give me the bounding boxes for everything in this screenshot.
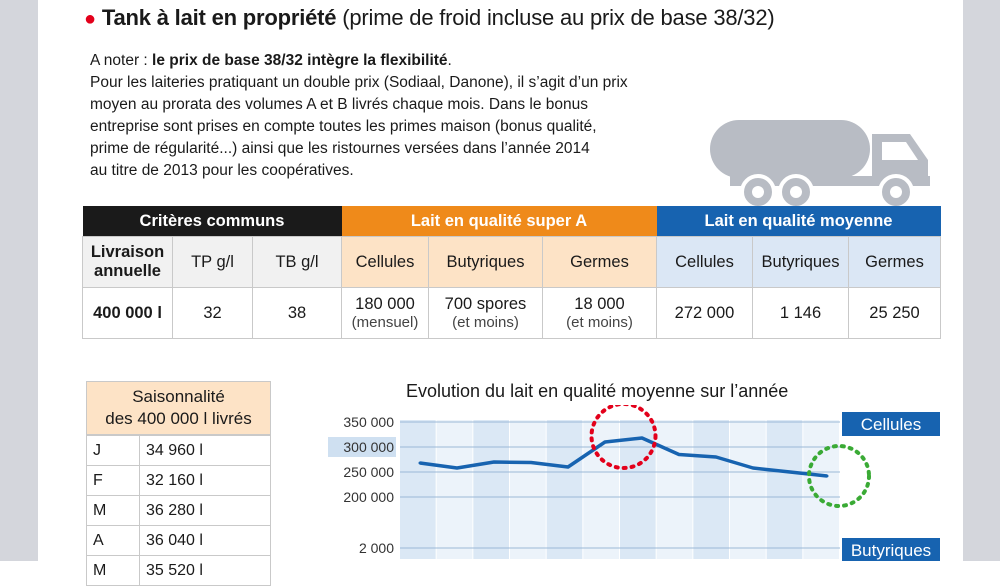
sub-header: TP g/l — [173, 237, 253, 288]
y-tick-label: 350 000 — [343, 414, 394, 430]
value-cell: 400 000 l — [83, 288, 173, 339]
cellules-line-chart — [320, 405, 940, 561]
chart-month-column — [547, 420, 583, 559]
y-tick-label: 200 000 — [343, 489, 394, 505]
data-point — [419, 462, 422, 465]
value-cell: 25 250 — [849, 288, 941, 339]
left-margin-band — [0, 0, 38, 561]
month-cell: F — [87, 466, 140, 496]
chart-month-column — [767, 420, 803, 559]
sub-header: TB g/l — [253, 237, 342, 288]
chart-month-column — [510, 420, 546, 559]
month-cell: M — [87, 496, 140, 526]
title-bold: Tank à lait en propriété — [101, 5, 337, 30]
note-block — [90, 50, 690, 182]
value-cell: 1 146 — [753, 288, 849, 339]
chart-title: Evolution du lait en qualité moyenne sur l’année — [406, 381, 789, 401]
sub-header: Cellules — [342, 237, 429, 288]
data-point — [493, 461, 496, 464]
table-row — [87, 556, 271, 586]
value-cell: 272 000 — [657, 288, 753, 339]
seasonality-header — [86, 381, 271, 435]
sub-header: Germes — [849, 237, 941, 288]
y-tick-label: 300 000 — [343, 439, 394, 455]
month-cell: J — [87, 436, 140, 466]
chart-month-column — [803, 420, 839, 559]
note-bold: le prix de base 38/32 intègre la flexibilité — [152, 52, 448, 69]
volume-cell: 32 160 l — [140, 466, 271, 496]
chart-month-column — [400, 420, 436, 559]
y-tick-label-lower: 2 000 — [358, 540, 394, 556]
group-header-moyenne: Lait en qualité moyenne — [657, 206, 941, 237]
note-first-line — [90, 50, 690, 72]
value-cell: 32 — [173, 288, 253, 339]
month-cell: A — [87, 526, 140, 556]
table-row — [87, 496, 271, 526]
table-row — [87, 466, 271, 496]
value-cell: 38 — [253, 288, 342, 339]
chart-month-column — [693, 420, 729, 559]
y-tick-label: 250 000 — [343, 464, 394, 480]
group-header-super-a: Lait en qualité super A — [342, 206, 657, 237]
volume-cell: 36 040 l — [140, 526, 271, 556]
sub-header: Cellules — [657, 237, 753, 288]
seasonality-title-1: Saisonnalité — [132, 387, 225, 406]
month-cell: M — [87, 556, 140, 586]
volume-cell: 36 280 l — [140, 496, 271, 526]
note-line: entreprise sont prises en compte toutes les primes maison (bonus qualité, — [90, 118, 597, 135]
data-point — [715, 456, 718, 459]
value-sub: (et moins) — [452, 314, 519, 331]
data-point — [789, 471, 792, 474]
volume-cell: 35 520 l — [140, 556, 271, 586]
chart-month-column — [730, 420, 766, 559]
sub-header: Germes — [543, 237, 657, 288]
note-line: au titre de 2013 pour les coopératives. — [90, 162, 354, 179]
title-rest: (prime de froid incluse au prix de base 38/32) — [342, 5, 775, 30]
value-cell — [342, 288, 429, 339]
note-suffix: . — [447, 52, 452, 69]
bullet-icon: ● — [84, 8, 96, 30]
seasonality-title-2: des 400 000 l livrés — [105, 409, 252, 428]
data-point — [826, 475, 829, 478]
note-line: Pour les laiteries pratiquant un double prix (Sodiaal, Danone), il s’agit d’un prix — [90, 74, 628, 91]
table-row — [87, 436, 271, 466]
table-row — [87, 526, 271, 556]
chart-month-column — [657, 420, 693, 559]
data-point — [641, 437, 644, 440]
data-point — [530, 461, 533, 464]
right-margin-band — [963, 0, 1000, 561]
chart-month-column — [437, 420, 473, 559]
section-title — [84, 5, 775, 31]
volume-cell: 34 960 l — [140, 436, 271, 466]
value-main: 700 spores — [444, 295, 527, 313]
data-point — [456, 467, 459, 470]
data-point — [678, 453, 681, 456]
value-main: 180 000 — [355, 295, 415, 313]
note-line: prime de régularité...) ainsi que les ristournes versées dans l’année 2014 — [90, 140, 590, 157]
value-sub: (mensuel) — [351, 314, 419, 331]
note-prefix: A noter : — [90, 52, 153, 69]
legend-label: Butyriques — [850, 541, 932, 560]
value-cell — [543, 288, 657, 339]
group-header-common: Critères communs — [83, 206, 342, 237]
data-point — [567, 466, 570, 469]
value-cell — [429, 288, 543, 339]
criteria-table — [82, 206, 941, 339]
seasonality-table — [86, 381, 271, 586]
data-point — [752, 467, 755, 470]
chart-month-column — [473, 420, 509, 559]
value-main: 18 000 — [574, 295, 625, 313]
milk-tanker-truck-icon — [700, 112, 940, 212]
legend-label: Cellules — [860, 415, 922, 434]
data-point — [604, 441, 607, 444]
note-line: moyen au prorata des volumes A et B livrés chaque mois. Dans le bonus — [90, 96, 588, 113]
sub-header: Butyriques — [429, 237, 543, 288]
sub-header: Butyriques — [753, 237, 849, 288]
value-sub: (et moins) — [566, 314, 633, 331]
sub-header: Livraison annuelle — [83, 237, 173, 288]
